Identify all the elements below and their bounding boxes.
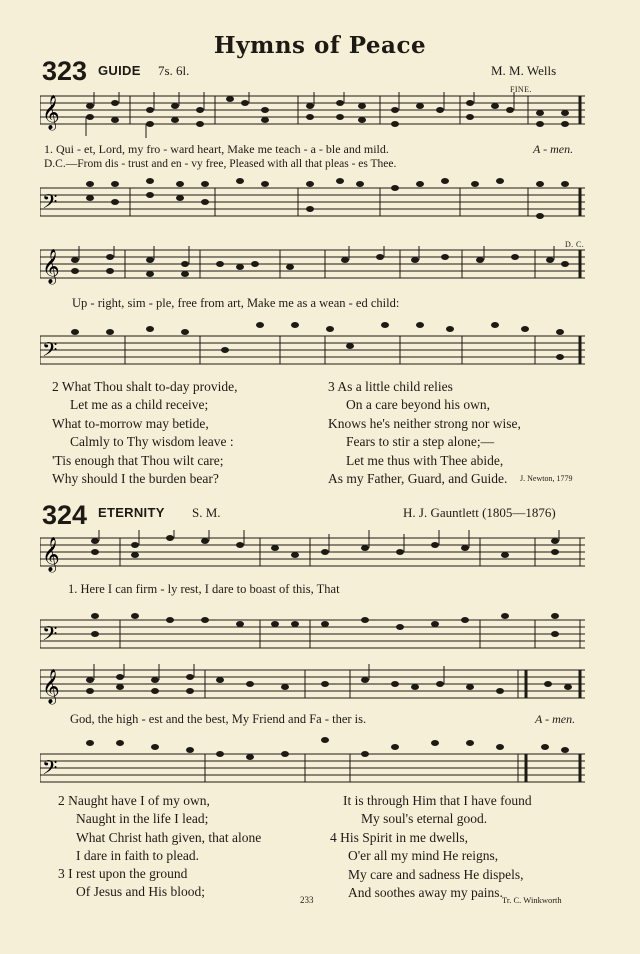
author-credit: J. Newton, 1779 — [520, 474, 573, 483]
verse-2 — [52, 378, 237, 488]
hymn-number: 324 — [42, 500, 88, 530]
tune-name: GUIDE — [98, 63, 141, 78]
lyric-line: God, the high - est and the best, My Friend and Fa - ther is. — [70, 712, 367, 726]
svg-text:𝄢: 𝄢 — [42, 622, 58, 650]
verse-line: And soothes away my pains. — [348, 885, 503, 901]
amen-lyric: A - men. — [533, 142, 574, 156]
svg-text:𝄞: 𝄞 — [42, 95, 60, 130]
lyric-line: Up - right, sim - ple, free from art, Make me as a wean - ed child: — [72, 296, 400, 310]
verse-line: Let me as a child receive; — [70, 397, 209, 413]
verse-line: My care and sadness He dispels, — [348, 866, 524, 882]
verse-line: On a care beyond his own, — [346, 397, 490, 413]
verse-line: Of Jesus and His blood; — [76, 884, 205, 900]
lyric-line: D.C.—From dis - trust and en - vy free, Pleased with all that pleas - es Thee. — [44, 158, 397, 170]
svg-text:𝄢: 𝄢 — [42, 190, 58, 218]
verse-line: 'Tis enough that Thou wilt care; — [52, 452, 224, 468]
verse-line: I dare in faith to plead. — [76, 848, 199, 864]
verse-line: It is through Him that I have found — [343, 793, 532, 808]
verse-line: 2 What Thou shalt to-day provide, — [52, 379, 238, 394]
music-staff-bass — [40, 732, 585, 786]
music-staff-bass — [40, 312, 585, 368]
verse-3 — [58, 865, 205, 902]
verse-line: What Christ hath given, that alone — [76, 829, 262, 845]
lyric-line: 1. Here I can firm - ly rest, I dare to boast of this, That — [68, 582, 340, 596]
verse-line: O'er all my mind He reigns, — [348, 848, 499, 864]
verse-4 — [330, 829, 523, 903]
verse-line: 3 I rest upon the ground — [58, 866, 188, 881]
verse-2 — [58, 792, 261, 866]
music-staff-bass — [40, 172, 585, 222]
verse-line: Fears to stir a step alone;— — [346, 434, 495, 450]
verse-line: Calmly to Thy wisdom leave : — [70, 434, 234, 450]
music-staff-treble — [40, 530, 585, 580]
music-staff-treble — [40, 246, 585, 294]
dc-mark: D. C. — [565, 240, 585, 249]
verse-3 — [328, 378, 521, 488]
verse-line: Naught in the life I lead; — [76, 811, 209, 827]
tune-name: ETERNITY — [98, 505, 165, 520]
svg-text:𝄞: 𝄞 — [42, 537, 60, 572]
meter: 7s. 6l. — [158, 63, 190, 78]
verse-line: As my Father, Guard, and Guide. — [328, 471, 508, 487]
verse-line: Knows he's neither strong nor wise, — [328, 415, 521, 431]
music-staff-treble — [40, 92, 585, 140]
verse-3-continued — [343, 792, 532, 829]
composer: M. M. Wells — [491, 63, 557, 78]
meter: S. M. — [192, 505, 221, 520]
svg-text:𝄞: 𝄞 — [42, 669, 60, 704]
verse-line: My soul's eternal good. — [361, 811, 488, 827]
amen-lyric: A - men. — [535, 712, 576, 726]
composer: H. J. Gauntlett (1805—1876) — [403, 505, 556, 520]
hymn-number: 323 — [42, 56, 88, 86]
svg-text:𝄢: 𝄢 — [42, 756, 58, 784]
translator-credit: Tr. C. Winkworth — [502, 895, 562, 905]
verse-line: Why should I the burden bear? — [52, 471, 219, 487]
verse-line: 3 As a little child relies — [328, 379, 453, 394]
page-title: Hymns of Peace — [213, 32, 427, 59]
music-staff-bass — [40, 600, 585, 652]
verse-line: Let me thus with Thee abide, — [346, 452, 504, 468]
music-staff-treble — [40, 664, 585, 712]
verse-line: What to-morrow may betide, — [52, 415, 209, 431]
svg-text:𝄢: 𝄢 — [42, 338, 58, 366]
fine-mark: FINE. — [510, 85, 532, 94]
page-number: 233 — [300, 895, 314, 905]
svg-text:𝄞: 𝄞 — [42, 249, 60, 284]
verse-line: 2 Naught have I of my own, — [58, 793, 210, 808]
verse-line: 4 His Spirit in me dwells, — [330, 830, 468, 845]
lyric-line: 1. Qui - et, Lord, my fro - ward heart, Make me teach - a - ble and mild. — [44, 142, 389, 156]
